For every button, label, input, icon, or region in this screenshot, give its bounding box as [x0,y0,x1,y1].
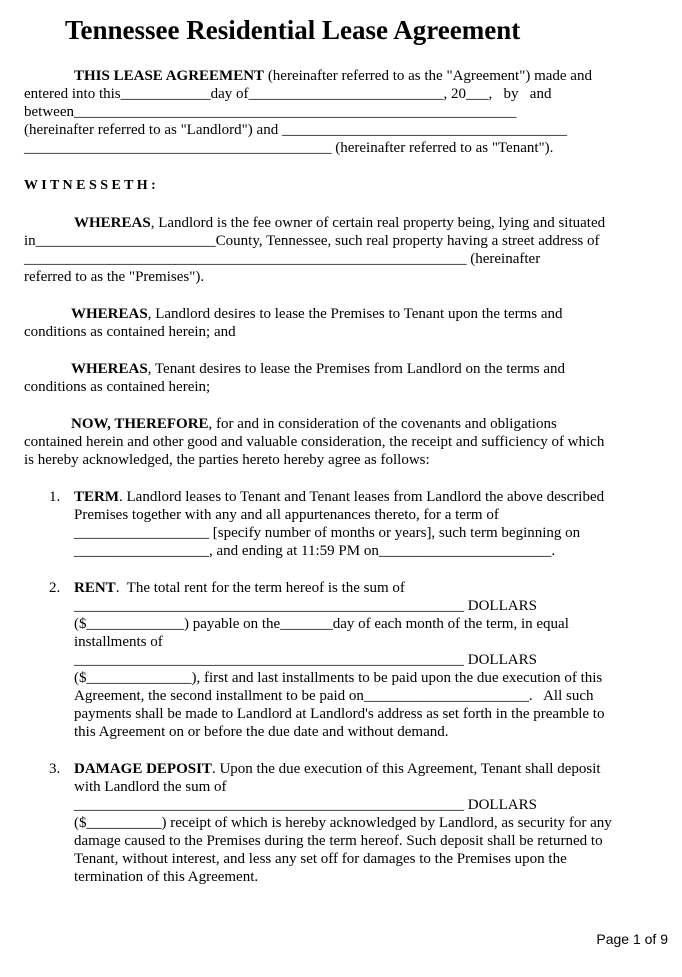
section-2-number: 2. [49,580,61,596]
section-2-text: . The total rent for the term hereof is the sum of [115,580,405,596]
section-1-heading: TERM [74,489,119,505]
rent-line-6: ($______________), first and last installments to be paid upon the due execution of this [74,670,603,686]
deposit-line-2: with Landlord the sum of [74,779,227,795]
between-line: between___________________________________________________________ [24,104,517,120]
page-number: Page 1 of 9 [596,931,668,947]
term-line-4: __________________, and ending at 11:59 PM on_______________________. [74,543,556,559]
rent-line-7: Agreement, the second installment to be paid on______________________. All such [74,688,594,704]
term-line-2: Premises together with any and all appurtenances thereto, for a term of [74,507,499,523]
deposit-line-4: ($__________) receipt of which is hereby acknowledged by Landlord, as security for any [74,815,612,831]
section-1-number: 1. [49,489,61,505]
whereas-2-line [71,305,563,323]
deposit-line-5: damage caused to the Premises during the term hereof. Such deposit shall be returned to [74,833,603,849]
preamble-heading: THIS LEASE AGREEMENT [74,68,265,84]
section-2-line [74,579,405,597]
section-1-text: . Landlord leases to Tenant and Tenant leases from Landlord the above described [119,489,605,505]
preamble-text: (hereinafter referred to as the "Agreement") made and [264,68,592,84]
now-therefore-cont-1: contained herein and other good and valuable consideration, the receipt and sufficiency of which [24,434,605,450]
section-3-text: . Upon the due execution of this Agreement, Tenant shall deposit [211,761,601,777]
whereas-2-heading: WHEREAS [71,306,148,322]
deposit-line-6: Tenant, without interest, and less any set off for damages to the Premises upon the [74,851,567,867]
whereas-3-cont: conditions as contained herein; [24,379,211,395]
now-therefore-cont-2: is hereby acknowledged, the parties hereto hereby agree as follows: [24,452,430,468]
section-2-heading: RENT [74,580,116,596]
date-line: entered into this____________day of__________________________, 20___, by and [24,86,552,102]
whereas-3-line [71,360,565,378]
section-3-line [74,760,601,778]
address-line: ___________________________________________________________ (hereinafter [24,251,541,267]
whereas-1-line [74,214,605,232]
rent-line-3: ($_____________) payable on the_______day of each month of the term, in equal [74,616,569,632]
rent-line-4: installments of [74,634,163,650]
rent-line-2: ____________________________________________________ DOLLARS [74,598,537,614]
section-3-heading: DAMAGE DEPOSIT [74,761,212,777]
rent-line-9: this Agreement on or before the due date and without demand. [74,724,449,740]
deposit-line-3: ____________________________________________________ DOLLARS [74,797,537,813]
document-title: Tennessee Residential Lease Agreement [65,15,521,45]
whereas-3-heading: WHEREAS [71,361,148,377]
term-line-3: __________________ [specify number of months or years], such term beginning on [74,525,581,541]
whereas-1-heading: WHEREAS [74,215,151,231]
section-1-line [74,488,604,506]
rent-line-5: ____________________________________________________ DOLLARS [74,652,537,668]
premises-line: referred to as the "Premises"). [24,269,205,285]
landlord-line: (hereinafter referred to as "Landlord") and ______________________________________ [24,122,567,138]
whereas-2-cont: conditions as contained herein; and [24,324,236,340]
deposit-line-7: termination of this Agreement. [74,869,259,885]
witnesseth-heading: W I T N E S S E T H : [24,178,156,193]
county-line: in________________________County, Tennessee, such real property having a street address of [24,233,600,249]
whereas-2-text: , Landlord desires to lease the Premises to Tenant upon the terms and [147,306,563,322]
preamble-line [74,67,592,85]
now-therefore-line [71,415,557,433]
now-therefore-text: , for and in consideration of the covenants and obligations [208,416,557,432]
whereas-3-text: , Tenant desires to lease the Premises from Landlord on the terms and [147,361,565,377]
tenant-line: _________________________________________ (hereinafter referred to as "Tenant"). [24,140,554,156]
section-3-number: 3. [49,761,61,777]
rent-line-8: payments shall be made to Landlord at Landlord's address as set forth in the preamble to [74,706,605,722]
now-therefore-heading: NOW, THEREFORE [71,416,209,432]
whereas-1-text: , Landlord is the fee owner of certain real property being, lying and situated [150,215,606,231]
